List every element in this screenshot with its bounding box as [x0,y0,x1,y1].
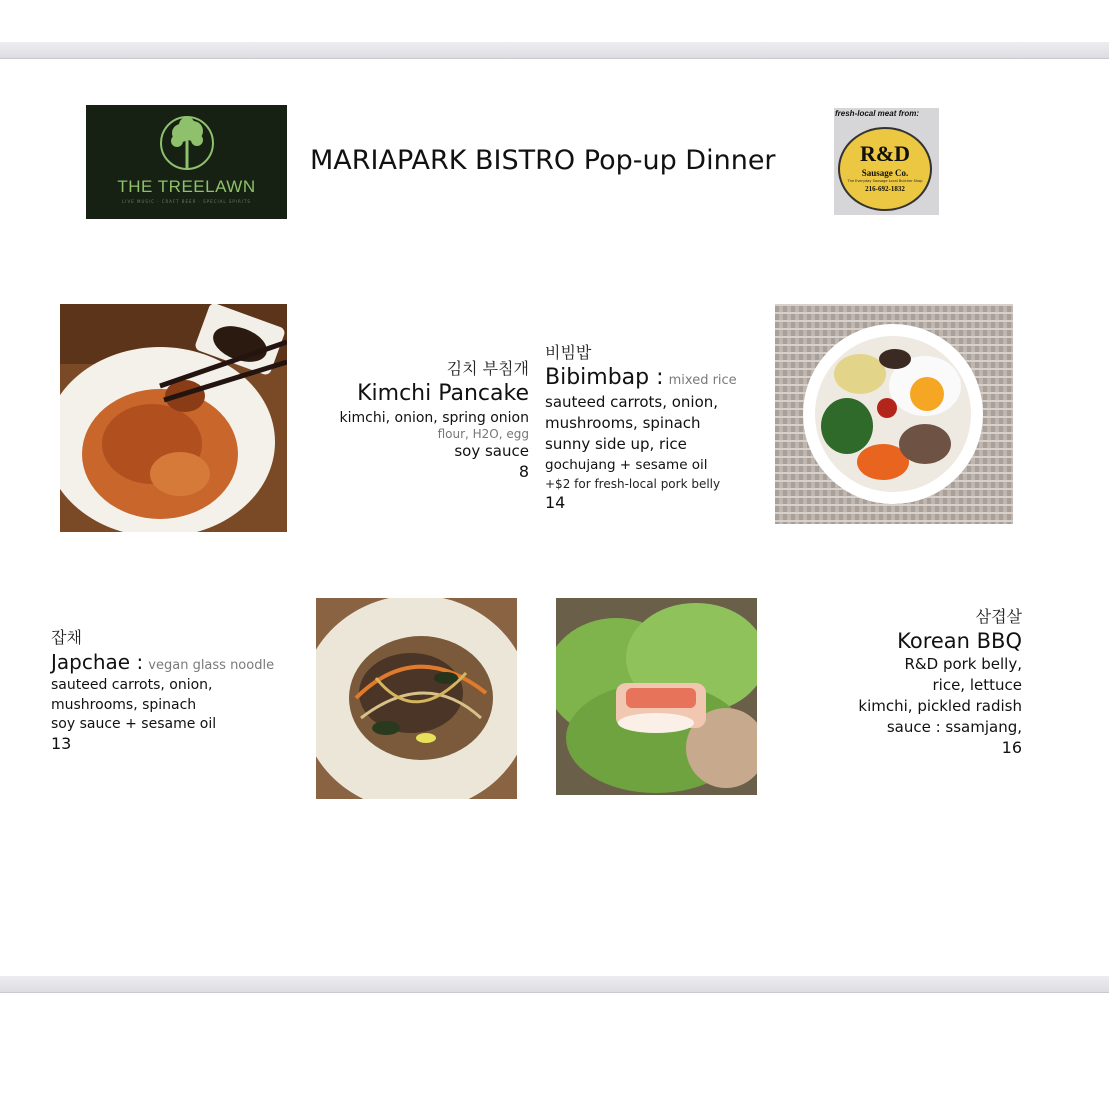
top-divider-band [0,42,1109,59]
bibimbap-addon: +$2 for fresh-local pork belly [545,477,721,491]
korean-bbq-line-4: sauce : ssamjang, [886,718,1022,736]
bottom-divider-band [0,976,1109,993]
kimchi-pancake-ingredients: kimchi, onion, spring onion [339,410,529,426]
korean-bbq-line-1: R&D pork belly, [904,655,1022,673]
japchae-subtitle: vegan glass noodle [148,658,275,673]
treelawn-name: THE TREELAWN [117,177,256,196]
japchae-line-2: mushrooms, spinach [51,697,197,713]
japchae-line-3: soy sauce + sesame oil [51,716,217,732]
bibimbap-sauce: gochujang + sesame oil [545,457,708,473]
page-title: MARIAPARK BISTRO Pop-up Dinner [310,145,776,176]
kimchi-pancake-photo [60,304,287,532]
treelawn-tagline: LIVE MUSIC · CRAFT BEER · SPECIAL SPIRITS [122,199,251,204]
korean-bbq-menu-item [790,604,1022,757]
japchae-photo [316,598,517,799]
rd-topline: fresh-local meat from: [835,109,920,118]
rd-badge [838,127,932,211]
japchae-korean: 잡채 [51,628,82,647]
kimchi-pancake-korean: 김치 부침개 [446,359,529,378]
japchae-name: Japchae : [51,650,144,674]
korean-bbq-price: 16 [1001,738,1022,757]
rd-brand: R&D [859,141,911,166]
japchae-menu-item [51,625,311,753]
kimchi-pancake-batter: flour, H2O, egg [437,427,529,441]
rd-slogan: The Everyday Sausage Local Butcher Shop [847,179,923,183]
rd-phone: 216-692-1832 [865,185,905,193]
treelawn-logo [86,105,287,219]
bibimbap-korean: 비빔밥 [545,343,592,362]
korean-bbq-name: Korean BBQ [897,629,1022,653]
kimchi-pancake-sauce: soy sauce [454,442,529,460]
rd-company: Sausage Co. [861,168,909,178]
bibimbap-line-2: mushrooms, spinach [545,414,701,432]
kimchi-pancake-name: Kimchi Pancake [357,381,529,406]
bibimbap-line-3: sunny side up, rice [545,435,687,453]
bibimbap-photo [775,304,1013,524]
japchae-price: 13 [51,734,72,753]
korean-bbq-line-3: kimchi, pickled radish [858,697,1022,715]
tree-icon [159,113,215,175]
bibimbap-subtitle: mixed rice [668,373,737,388]
korean-bbq-photo [556,598,757,795]
bibimbap-menu-item [545,340,770,512]
rd-sausage-logo [834,108,939,215]
kimchi-pancake-price: 8 [518,462,529,481]
bibimbap-price: 14 [545,493,566,512]
japchae-line-1: sauteed carrots, onion, [51,677,213,693]
bibimbap-line-1: sauteed carrots, onion, [545,393,719,411]
korean-bbq-korean: 삼겹살 [975,607,1022,626]
korean-bbq-line-2: rice, lettuce [932,676,1022,694]
kimchi-pancake-menu-item [300,356,529,481]
bibimbap-name: Bibimbap : [545,365,664,390]
